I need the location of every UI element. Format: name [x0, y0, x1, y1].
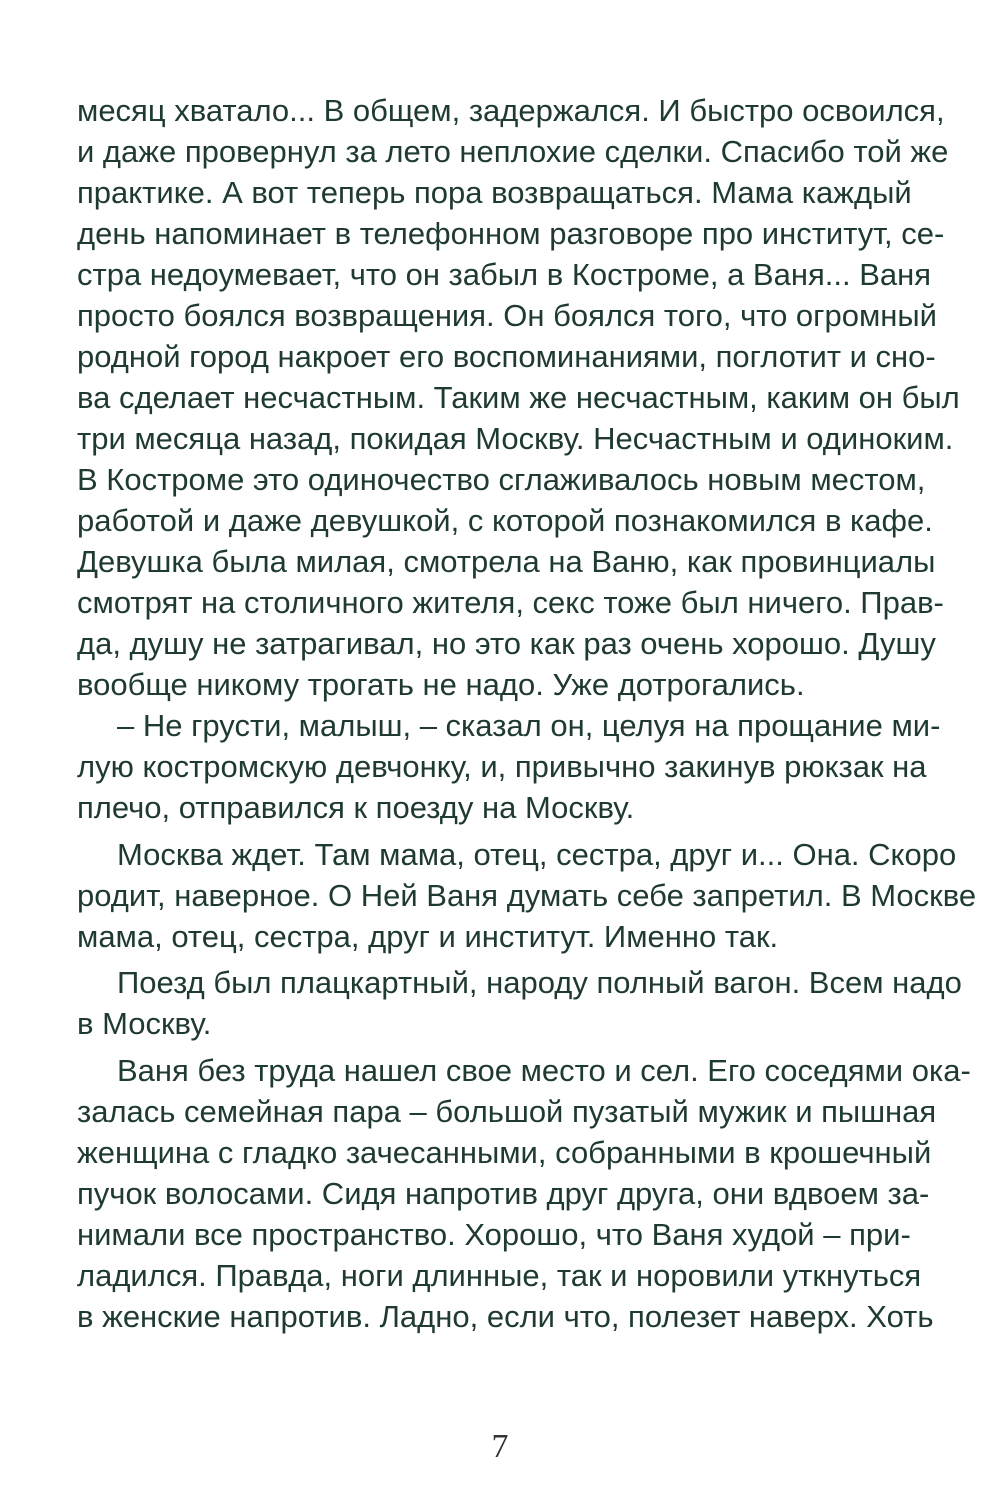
- text-line: работой и даже девушкой, с которой познакомился в кафе.: [77, 503, 933, 538]
- text-line: месяц хватало... В общем, задержался. И быстро освоился,: [77, 93, 945, 128]
- text-line: смотрят на столичного жителя, секс тоже был ничего. Прав-: [77, 585, 944, 620]
- text-line: Москва ждет. Там мама, отец, сестра, друг и... Она. Скоро: [117, 837, 957, 872]
- text-line: день напоминает в телефонном разговоре про институт, се-: [77, 216, 945, 251]
- text-line: нимали все пространство. Хорошо, что Ваня худой – при-: [77, 1217, 911, 1252]
- page-body: [77, 88, 977, 1388]
- text-line: просто боялся возвращения. Он боялся того, что огромный: [77, 298, 937, 333]
- text-line: Поезд был плацкартный, народу полный вагон. Всем надо: [117, 965, 962, 1000]
- text-line: ва сделает несчастным. Таким же несчастным, каким он был: [77, 380, 960, 415]
- text-line: Ваня без труда нашел свое место и сел. Его соседями ока-: [117, 1053, 971, 1088]
- text-line: плечо, отправился к поезду на Москву.: [77, 790, 635, 825]
- text-line: стра недоумевает, что он забыл в Костроме, а Ваня... Ваня: [77, 257, 932, 292]
- text-line: залась семейная пара – большой пузатый мужик и пышная: [77, 1094, 937, 1129]
- text-line: три месяца назад, покидая Москву. Несчастным и одиноким.: [77, 421, 954, 456]
- text-line: лую костромскую девчонку, и, привычно закинув рюкзак на: [77, 749, 927, 784]
- text-line: пучок волосами. Сидя напротив друг друга, они вдвоем за-: [77, 1176, 930, 1211]
- page-number: 7: [491, 1428, 509, 1465]
- text-line: и даже провернул за лето неплохие сделки. Спасибо той же: [77, 134, 949, 169]
- text-line: мама, отец, сестра, друг и институт. Именно так.: [77, 919, 779, 954]
- text-line: родной город накроет его воспоминаниями, поглотит и сно-: [77, 339, 936, 374]
- text-line: Девушка была милая, смотрела на Ваню, как провинциалы: [77, 544, 936, 579]
- text-line: в женские напротив. Ладно, если что, полезет наверх. Хоть: [77, 1299, 934, 1334]
- text-line: вообще никому трогать не надо. Уже дотрогались.: [77, 667, 805, 702]
- text-line: да, душу не затрагивал, но это как раз очень хорошо. Душу: [77, 626, 936, 661]
- text-line: женщина с гладко зачесанными, собранными в крошечный: [77, 1135, 932, 1170]
- text-line: практике. А вот теперь пора возвращаться. Мама каждый: [77, 175, 912, 210]
- text-line: родит, наверное. О Ней Ваня думать себе запретил. В Москве: [77, 878, 977, 913]
- text-line: в Москву.: [77, 1006, 212, 1041]
- text-line: В Костроме это одиночество сглаживалось новым местом,: [77, 462, 926, 497]
- text-line: ладился. Правда, ноги длинные, так и норовили уткнуться: [77, 1258, 922, 1293]
- text-line: – Не грусти, малыш, – сказал он, целуя на прощание ми-: [117, 708, 941, 743]
